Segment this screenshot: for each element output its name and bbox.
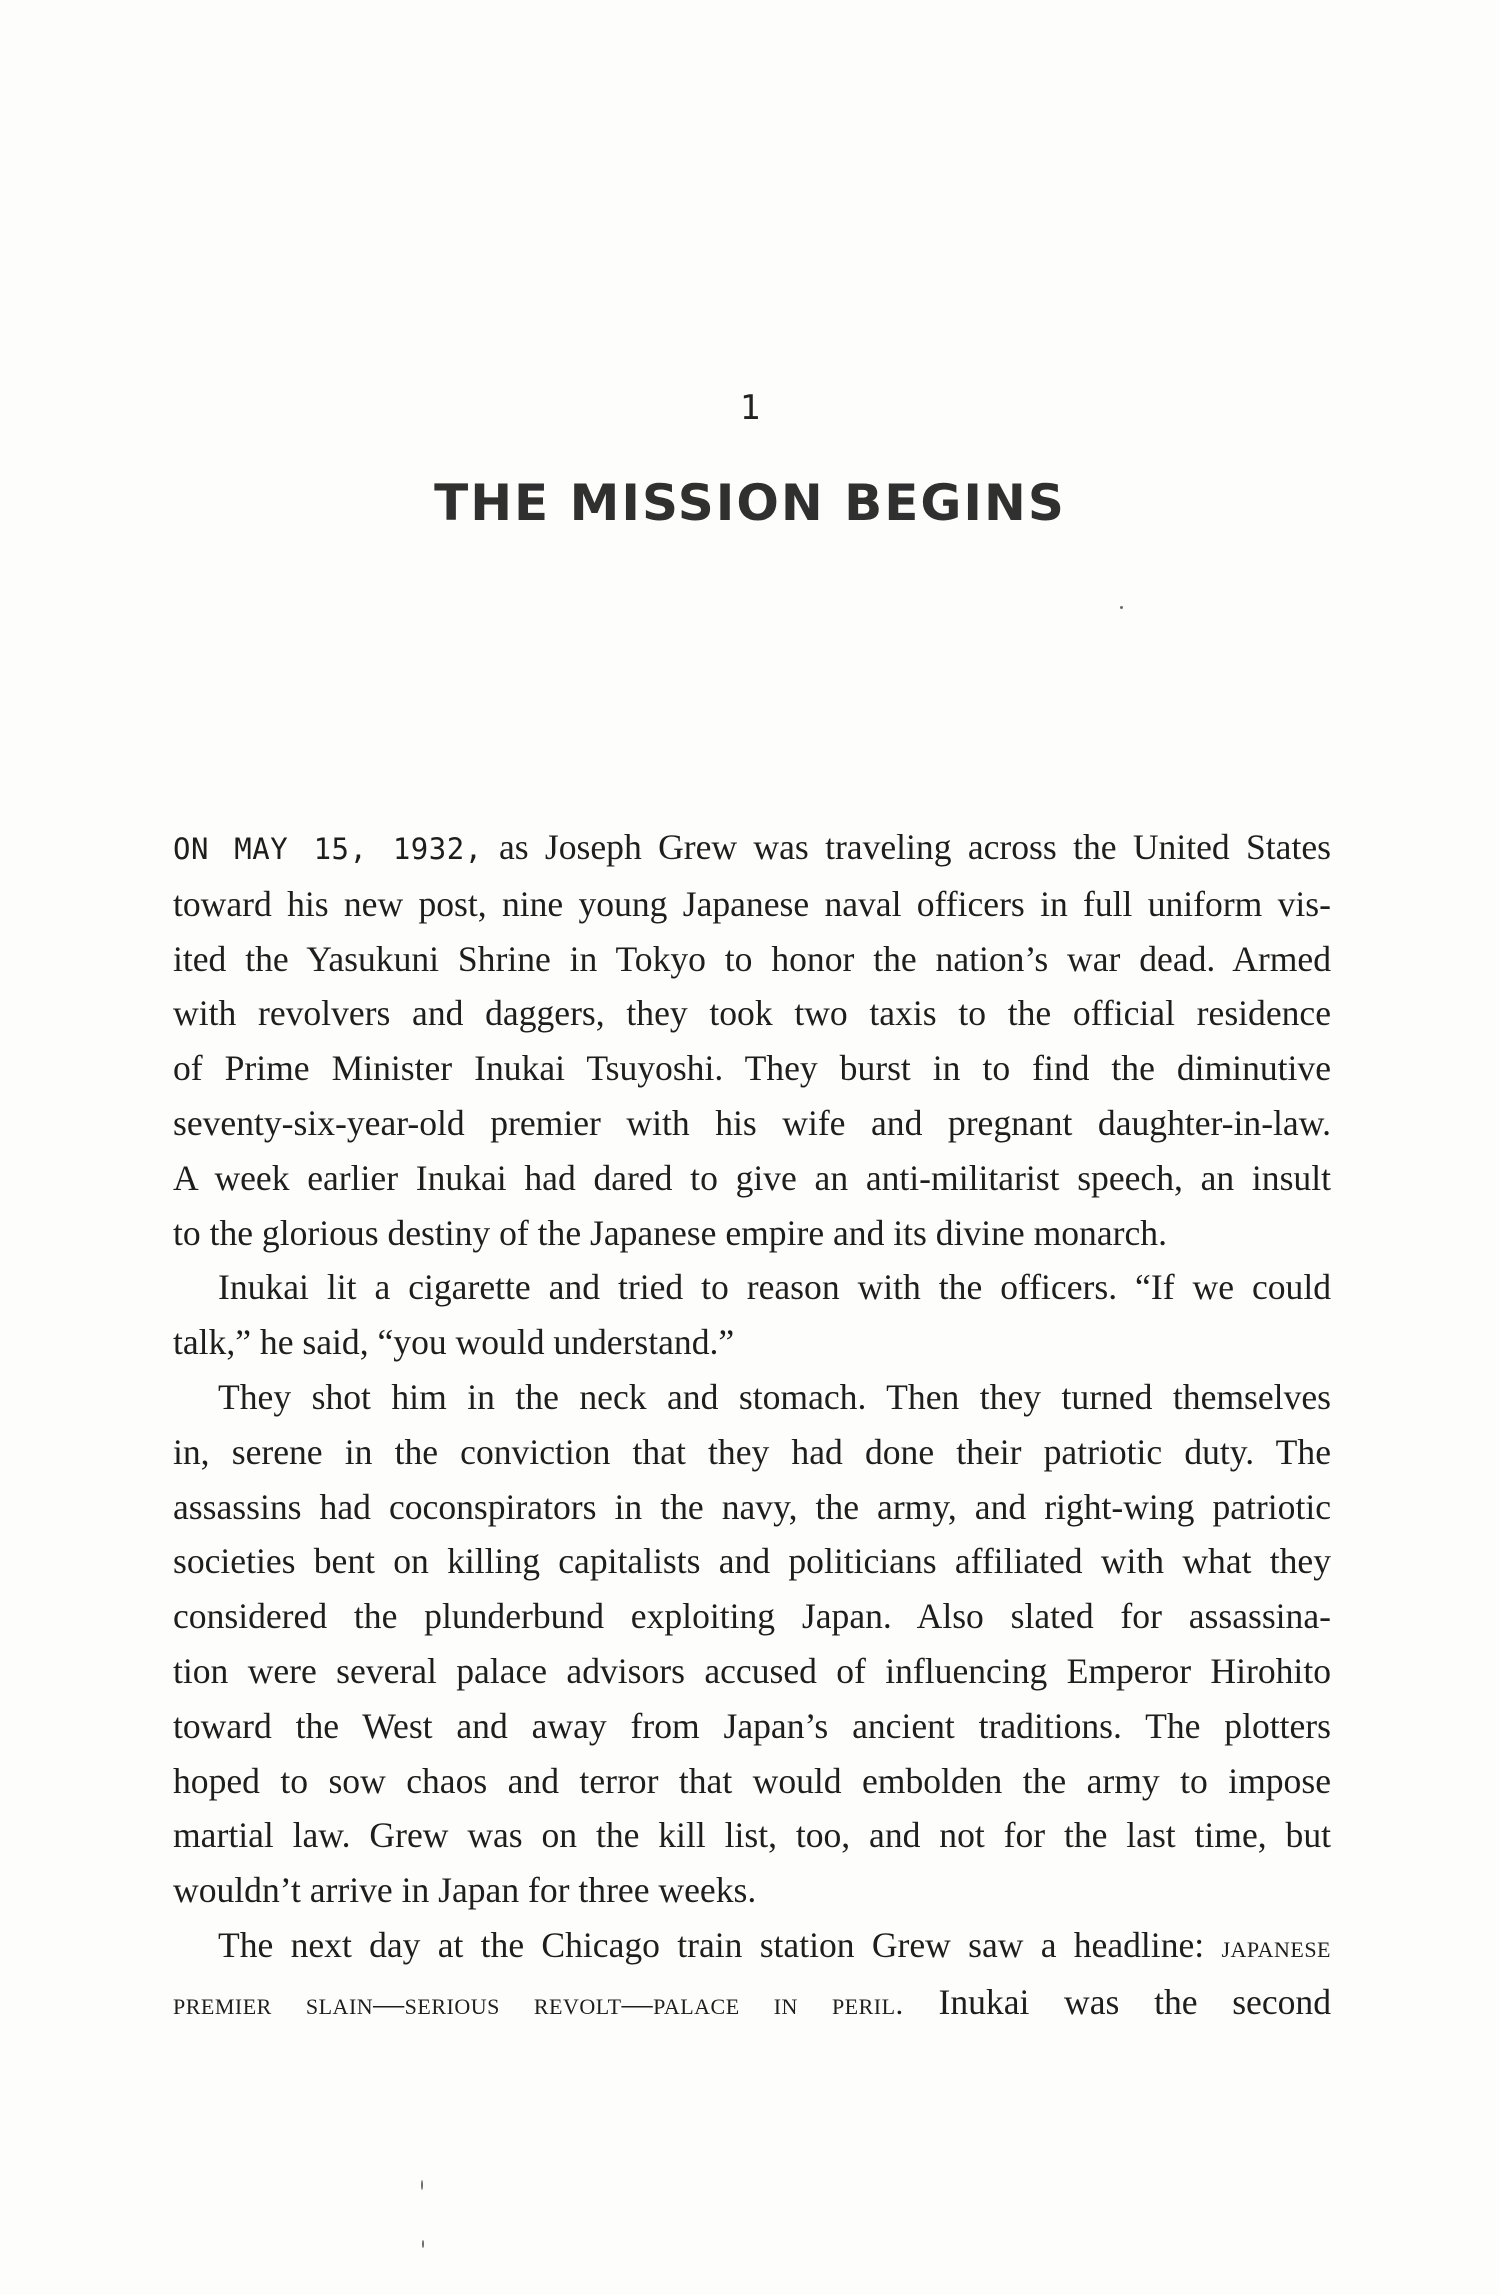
text-line: The next day at the Chicago train station Grew saw a headline: japanese [218, 1924, 1331, 1965]
text-line: martial law. Grew was on the kill list, too, and not for the last time, but [173, 1815, 1331, 1856]
paragraph-4 [173, 1918, 1331, 2032]
text-line: toward the West and away from Japan’s ancient traditions. The plotters [173, 1705, 1331, 1746]
headline-small-caps: japanese [1221, 1928, 1331, 1964]
text-line: premier slain—serious revolt—palace in peril. Inukai was the second [173, 1981, 1332, 2022]
text-line: of Prime Minister Inukai Tsuyoshi. They burst in to find the diminutive [173, 1048, 1331, 1089]
paragraph-2 [173, 1260, 1331, 1370]
text-line: with revolvers and daggers, they took two taxis to the official residence [173, 993, 1331, 1034]
text-line: ON MAY 15, 1932, as Joseph Grew was traveling across the United States [173, 827, 1331, 867]
text-line: They shot him in the neck and stomach. Then they turned themselves [218, 1376, 1331, 1417]
text-line: talk,” he said, “you would understand.” [173, 1322, 735, 1363]
paragraph-3 [173, 1370, 1331, 1918]
chapter-body [173, 820, 1331, 2032]
text-line: toward his new post, nine young Japanese naval officers in full uniform vis- [173, 883, 1331, 924]
text-line: seventy-six-year-old premier with his wife and pregnant daughter-in-law. [173, 1102, 1331, 1143]
text-line: wouldn’t arrive in Japan for three weeks. [173, 1870, 757, 1911]
text-line: Inukai lit a cigarette and tried to reason with the officers. “If we could [218, 1267, 1331, 1308]
text-line: hoped to sow chaos and terror that would embolden the army to impose [173, 1760, 1331, 1801]
lead-in-date: ON MAY 15, 1932, [173, 832, 483, 866]
text-line: societies bent on killing capitalists and politicians affiliated with what they [173, 1541, 1331, 1582]
text-line: tion were several palace advisors accused of influencing Emperor Hirohito [173, 1650, 1331, 1691]
text-line: A week earlier Inukai had dared to give an anti-militarist speech, an insult [173, 1157, 1331, 1198]
chapter-number: 1 [739, 388, 761, 428]
headline-small-caps: premier slain—serious revolt—palace in peril. [173, 1985, 904, 2021]
paragraph-1 [173, 820, 1331, 1260]
text-line: to the glorious destiny of the Japanese empire and its divine monarch. [173, 1212, 1167, 1253]
scan-speck [421, 2180, 423, 2190]
text-line: assassins had coconspirators in the navy, the army, and right-wing patriotic [173, 1486, 1331, 1527]
text-line: considered the plunderbund exploiting Japan. Also slated for assassina- [173, 1596, 1331, 1637]
text-line: in, serene in the conviction that they had done their patriotic duty. The [173, 1431, 1331, 1472]
scan-speck [422, 2240, 424, 2248]
text-line: ited the Yasukuni Shrine in Tokyo to honor the nation’s war dead. Armed [173, 938, 1331, 979]
chapter-title: THE MISSION BEGINS [434, 474, 1066, 532]
scan-speck [1120, 606, 1123, 609]
